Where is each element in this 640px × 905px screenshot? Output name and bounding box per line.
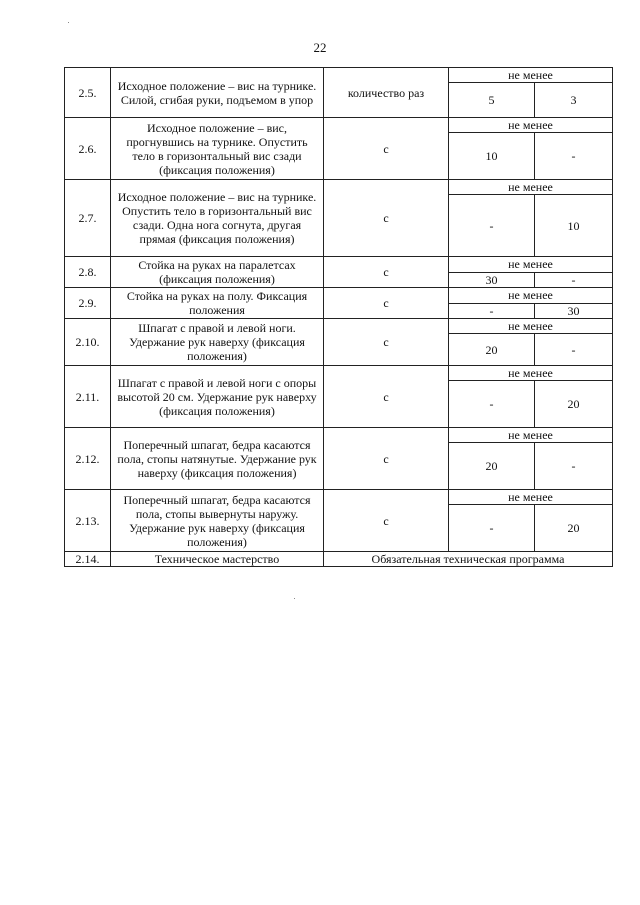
value-cell-b: 30 [535, 303, 613, 319]
test-description: Шпагат с правой и левой ноги с опоры высотой 20 см. Удержание рук наверху (фиксация положения) [111, 366, 324, 428]
minimum-header: не менее [449, 118, 613, 133]
unit-cell: количество раз [324, 68, 449, 118]
program-note: Обязательная техническая программа [324, 552, 613, 567]
minimum-header: не менее [449, 490, 613, 505]
test-description: Техническое мастерство [111, 552, 324, 567]
row-number: 2.13. [65, 490, 111, 552]
test-description: Поперечный шпагат, бедра касаются пола, стопы натянутые. Удержание рук наверху (фиксация положения) [111, 428, 324, 490]
value-cell-a: 10 [449, 133, 535, 180]
table-row [65, 552, 613, 567]
value-cell-b: 10 [535, 195, 613, 257]
test-description: Стойка на руках на паралетсах (фиксация положения) [111, 257, 324, 288]
test-description: Исходное положение – вис на турнике. Силой, сгибая руки, подъемом в упор [111, 68, 324, 118]
test-description: Исходное положение – вис на турнике. Опустить тело в горизонтальный вис сзади. Одна нога согнута, другая прямая (фиксация положения) [111, 180, 324, 257]
row-number: 2.7. [65, 180, 111, 257]
minimum-header: не менее [449, 428, 613, 443]
table-row [65, 68, 613, 83]
row-number: 2.9. [65, 288, 111, 319]
test-description: Исходное положение – вис, прогнувшись на турнике. Опустить тело в горизонтальный вис сзади (фиксация положения) [111, 118, 324, 180]
value-cell-b: 20 [535, 505, 613, 552]
table-row [65, 180, 613, 195]
value-cell-a: - [449, 195, 535, 257]
value-cell-a: 20 [449, 443, 535, 490]
minimum-header: не менее [449, 180, 613, 195]
value-cell-b: - [535, 133, 613, 180]
value-cell-a: - [449, 303, 535, 319]
row-number: 2.8. [65, 257, 111, 288]
unit-cell: с [324, 490, 449, 552]
unit-cell: с [324, 118, 449, 180]
table-row [65, 257, 613, 273]
row-number: 2.10. [65, 319, 111, 366]
table-row [65, 366, 613, 381]
table-row [65, 118, 613, 133]
table-row [65, 428, 613, 443]
page-number: 22 [313, 40, 327, 55]
value-cell-b: - [535, 272, 613, 288]
minimum-header: не менее [449, 257, 613, 273]
table-row [65, 319, 613, 334]
minimum-header: не менее [449, 366, 613, 381]
unit-cell: с [324, 319, 449, 366]
value-cell-a: - [449, 381, 535, 428]
norms-table [64, 67, 613, 567]
value-cell-a: 5 [449, 83, 535, 118]
scan-dot [294, 598, 295, 599]
test-description: Стойка на руках на полу. Фиксация положения [111, 288, 324, 319]
table-row [65, 490, 613, 505]
value-cell-b: - [535, 443, 613, 490]
unit-cell: с [324, 180, 449, 257]
value-cell-a: 20 [449, 334, 535, 366]
minimum-header: не менее [449, 319, 613, 334]
value-cell-b: - [535, 334, 613, 366]
row-number: 2.5. [65, 68, 111, 118]
test-description: Поперечный шпагат, бедра касаются пола, стопы вывернуты наружу. Удержание рук наверху (фиксация положения) [111, 490, 324, 552]
value-cell-a: - [449, 505, 535, 552]
unit-cell: с [324, 288, 449, 319]
value-cell-a: 30 [449, 272, 535, 288]
scan-dot [68, 22, 69, 23]
test-description: Шпагат с правой и левой ноги. Удержание рук наверху (фиксация положения) [111, 319, 324, 366]
table-row [65, 288, 613, 304]
value-cell-b: 20 [535, 381, 613, 428]
row-number: 2.12. [65, 428, 111, 490]
minimum-header: не менее [449, 68, 613, 83]
minimum-header: не менее [449, 288, 613, 304]
unit-cell: с [324, 366, 449, 428]
unit-cell: с [324, 257, 449, 288]
row-number: 2.14. [65, 552, 111, 567]
unit-cell: с [324, 428, 449, 490]
value-cell-b: 3 [535, 83, 613, 118]
row-number: 2.6. [65, 118, 111, 180]
row-number: 2.11. [65, 366, 111, 428]
